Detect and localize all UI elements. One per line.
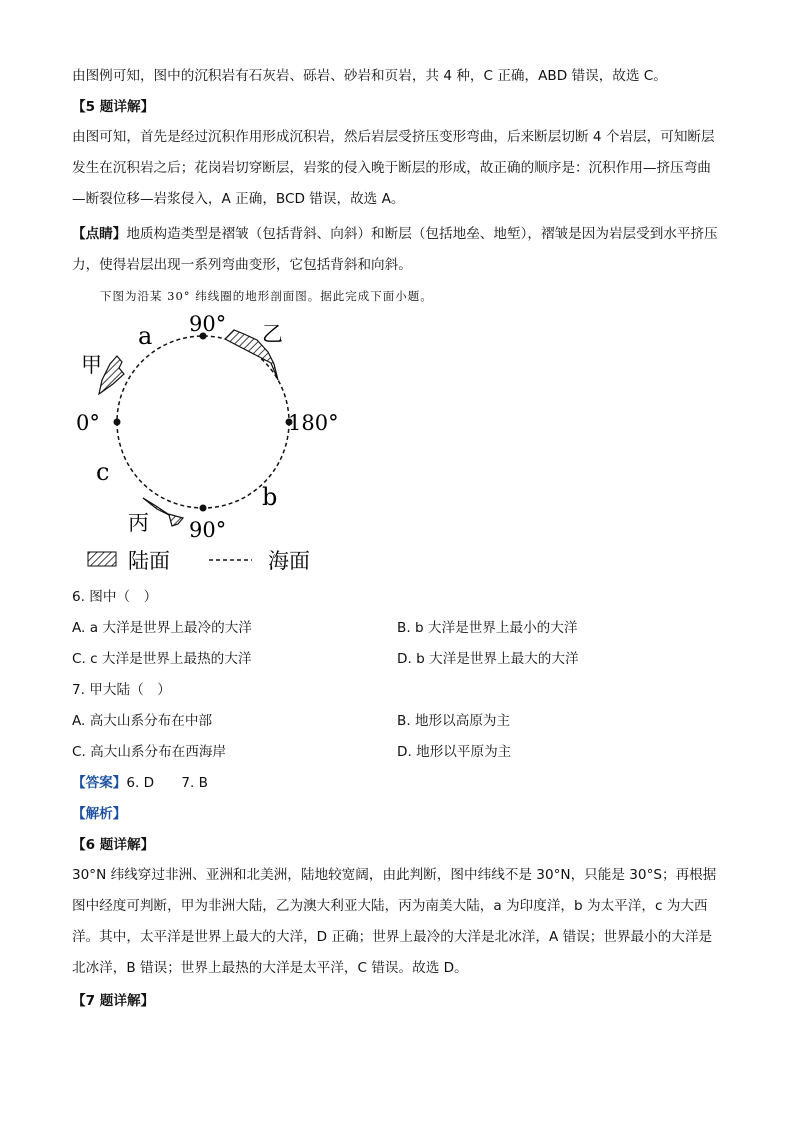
paragraph-q6-detail: 30°N 纬线穿过非洲、亚洲和北美洲，陆地较宽阔，由此判断，图中纬线不是 30°N，只能是 30°S；再根据图中经度可判断，甲为非洲大陆，乙为澳大利亚大陆，丙为南美大陆，a 为印度洋，b 为太平洋，c 为大西洋。其中，太平洋是世界上最大的大洋，D 正确；世界上最冷的大洋是北冰洋，A 错误；世界最小的大洋是北冰洋，B 错误；世界上最热的大洋是太平洋，C 错误。故选 D。: [72, 867, 717, 976]
question-7-option-d: D. 地形以平原为主: [397, 744, 512, 760]
paragraph-q4-conclusion: 由图例可知，图中的沉积岩有石灰岩、砾岩、砂岩和页岩，共 4 种，C 正确，ABD 错误，故选 C。: [72, 68, 667, 84]
paragraph-q5-detail: 由图可知，首先是经过沉积作用形成沉积岩，然后岩层受挤压变形弯曲，后来断层切断 4 个岩层，可知断层发生在沉积岩之后；花岗岩切穿断层，岩浆的侵入晚于断层的形成，故正确的顺序是：沉积作用—挤压弯曲—断裂位移—岩浆侵入，A 正确，BCD 错误，故选 A。: [72, 129, 715, 207]
label-ocean-a: a: [138, 322, 153, 350]
heading-q6-detail: 【6 题详解】: [72, 837, 155, 853]
label-continent-yi: 乙: [262, 322, 283, 346]
meridian-dot-left: [114, 419, 121, 426]
label-continent-bing: 丙: [128, 511, 149, 535]
label-lon-180: 180°: [288, 411, 339, 435]
analysis-heading: 【解析】: [72, 806, 127, 822]
continent-jia-profile: [99, 356, 124, 394]
legend-sea-label: 海面: [268, 549, 310, 573]
tip-text: 地质构造类型是褶皱（包括背斜、向斜）和断层（包括地垒、地堑），褶皱是因为岩层受到水平挤压力，使得岩层出现一系列弯曲变形，它包括背斜和向斜。: [72, 226, 718, 273]
figure-caption: 下图为沿某 30° 纬线圈的地形剖面图。据此完成下面小题。: [100, 289, 433, 303]
heading-q5-detail: 【5 题详解】: [72, 99, 155, 115]
label-lon-90-bottom: 90°: [189, 518, 227, 542]
question-7-stem: 7. 甲大陆（ ）: [72, 682, 171, 698]
answer-value: 6. D 7. B: [126, 775, 208, 791]
question-6-option-d: D. b 大洋是世界上最大的大洋: [397, 651, 579, 667]
answer-line: [72, 773, 722, 793]
question-6-option-a: A. a 大洋是世界上最冷的大洋: [72, 620, 252, 636]
latitude-profile-figure: [72, 308, 342, 580]
question-7-option-c: C. 高大山系分布在西海岸: [72, 744, 227, 760]
legend-land-swatch: [88, 552, 116, 566]
label-lon-0: 0°: [76, 411, 100, 435]
label-continent-jia: 甲: [81, 353, 102, 377]
label-ocean-b: b: [262, 483, 278, 511]
heading-q7-detail: 【7 题详解】: [72, 993, 155, 1009]
heading-tip: 【点睛】: [72, 226, 127, 242]
question-7-option-a: A. 高大山系分布在中部: [72, 713, 213, 729]
paragraph-tip: [72, 219, 722, 281]
answer-label: 【答案】: [72, 775, 127, 791]
meridian-dot-bottom: [200, 505, 207, 512]
legend-land-label: 陆面: [128, 549, 170, 573]
question-7-option-b: B. 地形以高原为主: [397, 713, 511, 729]
label-lon-90-top: 90°: [189, 312, 227, 336]
label-ocean-c: c: [96, 458, 110, 486]
question-6-stem: 6. 图中（ ）: [72, 589, 158, 605]
question-6-option-b: B. b 大洋是世界上最小的大洋: [397, 620, 578, 636]
question-6-option-c: C. c 大洋是世界上最热的大洋: [72, 651, 252, 667]
continent-bing-profile: [143, 498, 183, 526]
